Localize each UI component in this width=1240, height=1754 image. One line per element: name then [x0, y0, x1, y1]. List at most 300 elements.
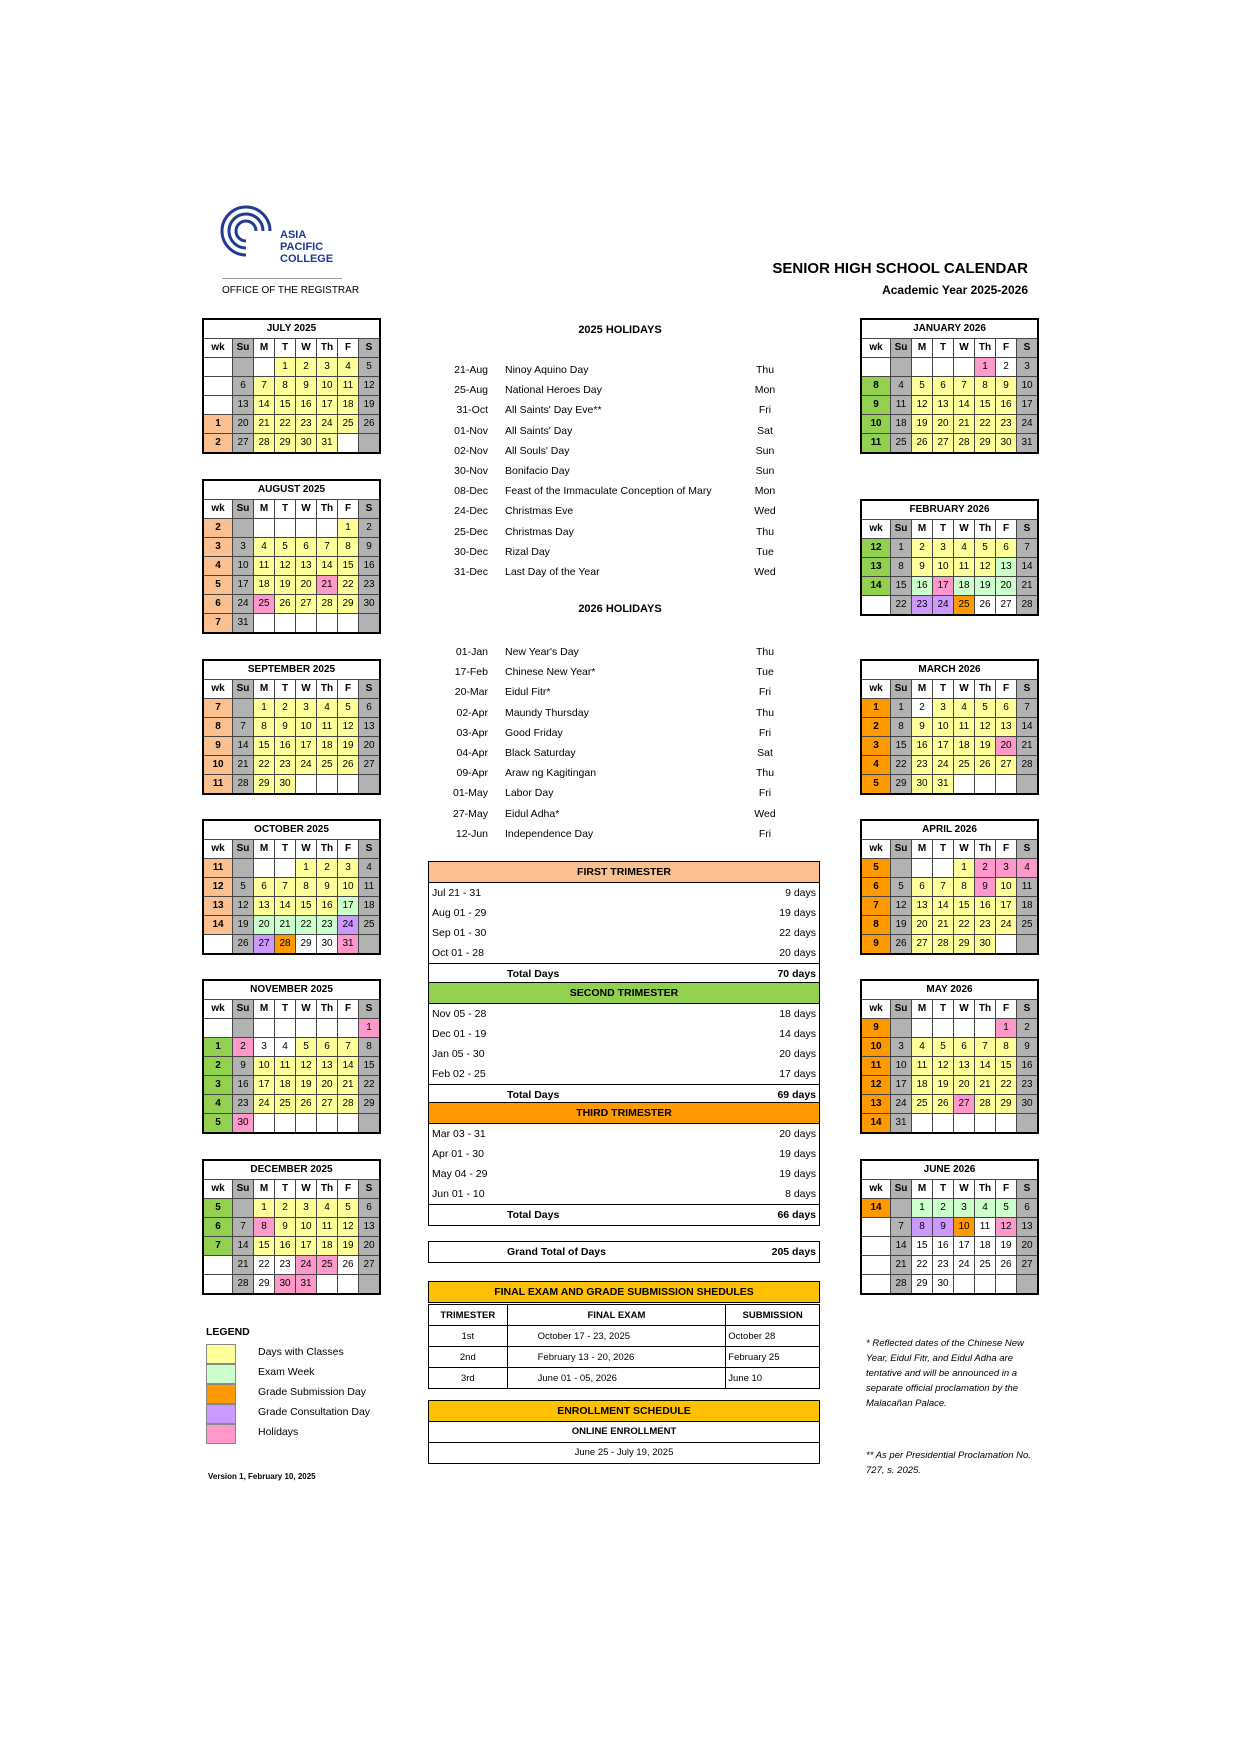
day-cell: 4: [912, 1038, 933, 1057]
day-cell: 17: [296, 1237, 317, 1256]
day-header: F: [338, 500, 359, 519]
day-header: T: [275, 500, 296, 519]
day-cell: 17: [996, 897, 1017, 916]
week-number: 5: [203, 1114, 233, 1134]
day-cell: 7: [954, 377, 975, 396]
day-cell: 30: [275, 1275, 296, 1295]
day-header: F: [338, 1000, 359, 1019]
day-cell: [891, 1199, 912, 1218]
final-exam-cell: 1st: [429, 1326, 508, 1347]
day-cell: 4: [954, 539, 975, 558]
week-number: 14: [861, 1114, 891, 1134]
day-cell: [317, 614, 338, 634]
week-number: 6: [203, 1218, 233, 1237]
day-cell: 12: [975, 718, 996, 737]
day-cell: [317, 1275, 338, 1295]
holiday-date: 12-Jun: [455, 827, 488, 840]
grand-total-value: 205 days: [771, 1246, 816, 1258]
month-calendar: [860, 819, 1039, 955]
day-cell: 14: [338, 1057, 359, 1076]
day-cell: 20: [317, 1076, 338, 1095]
holiday-row: [430, 481, 810, 501]
holiday-date: 30-Nov: [454, 465, 488, 477]
day-cell: 8: [891, 718, 912, 737]
day-cell: 15: [275, 396, 296, 415]
day-cell: 17: [933, 577, 954, 596]
day-cell: 1: [891, 699, 912, 718]
day-cell: 25: [275, 1095, 296, 1114]
day-cell: 27: [996, 596, 1017, 616]
day-cell: 19: [912, 415, 933, 434]
day-header: T: [933, 1000, 954, 1019]
day-cell: 15: [996, 1057, 1017, 1076]
week-number: 4: [203, 557, 233, 576]
grand-total-label: Grand Total of Days: [507, 1246, 606, 1258]
day-cell: 22: [254, 1256, 275, 1275]
day-cell: 4: [954, 699, 975, 718]
day-cell: 29: [254, 775, 275, 795]
holiday-row: [430, 562, 810, 582]
day-cell: 13: [254, 897, 275, 916]
day-cell: 29: [275, 434, 296, 454]
holiday-date: 25-Dec: [454, 525, 488, 538]
day-cell: 1: [954, 859, 975, 878]
week-number: 1: [203, 415, 233, 434]
holiday-date: 31-Oct: [456, 404, 488, 417]
day-cell: 13: [317, 1057, 338, 1076]
day-cell: 23: [912, 756, 933, 775]
day-cell: 5: [912, 377, 933, 396]
month-title: MAY 2026: [861, 980, 1038, 1000]
week-number: 10: [203, 756, 233, 775]
day-header: F: [996, 1000, 1017, 1019]
holiday-day: Thu: [755, 767, 775, 780]
holiday-name: Bonifacio Day: [505, 465, 570, 477]
day-cell: 21: [975, 1076, 996, 1095]
day-cell: 13: [233, 396, 254, 415]
trimester-row: [429, 1024, 819, 1044]
day-cell: 21: [275, 916, 296, 935]
holiday-day: Sat: [757, 424, 773, 437]
day-cell: 10: [891, 1057, 912, 1076]
day-header: W: [296, 339, 317, 358]
day-cell: [891, 358, 912, 377]
day-header: Su: [233, 1000, 254, 1019]
day-header: W: [954, 680, 975, 699]
trimester-days: 22 days: [779, 927, 816, 939]
day-cell: 29: [891, 775, 912, 795]
day-cell: 12: [975, 558, 996, 577]
day-cell: 21: [891, 1256, 912, 1275]
day-cell: 5: [933, 1038, 954, 1057]
week-number: 6: [861, 878, 891, 897]
day-cell: 19: [338, 1237, 359, 1256]
holiday-date: 03-Apr: [456, 726, 488, 739]
day-header: W: [954, 1180, 975, 1199]
holiday-day: Sat: [757, 747, 773, 759]
day-cell: 31: [317, 434, 338, 454]
day-cell: 30: [975, 935, 996, 955]
week-number: [203, 377, 233, 396]
day-cell: 20: [996, 577, 1017, 596]
holiday-name: Feast of the Immaculate Conception of Mary: [505, 485, 712, 498]
day-header: S: [359, 1000, 381, 1019]
week-number: [861, 358, 891, 377]
day-cell: 2: [933, 1199, 954, 1218]
day-cell: 21: [338, 1076, 359, 1095]
day-cell: 6: [954, 1038, 975, 1057]
day-cell: 9: [275, 718, 296, 737]
day-cell: [359, 434, 381, 454]
holiday-name: Araw ng Kagitingan: [505, 767, 597, 780]
day-cell: 15: [912, 1237, 933, 1256]
day-cell: 16: [317, 897, 338, 916]
day-cell: 18: [1017, 897, 1039, 916]
month-title: FEBRUARY 2026: [861, 500, 1038, 520]
day-cell: 28: [338, 1095, 359, 1114]
day-cell: 5: [338, 1199, 359, 1218]
day-header: S: [1017, 680, 1039, 699]
week-number: 11: [861, 1057, 891, 1076]
day-cell: 16: [233, 1076, 254, 1095]
holiday-date: 02-Apr: [456, 706, 488, 719]
holidays-2026-title: 2026 HOLIDAYS: [578, 603, 662, 615]
day-cell: 19: [933, 1076, 954, 1095]
day-cell: 18: [954, 577, 975, 596]
trimester-title: FIRST TRIMESTER: [429, 862, 819, 883]
day-cell: [975, 1019, 996, 1038]
day-cell: 13: [912, 897, 933, 916]
month-title: NOVEMBER 2025: [203, 980, 380, 1000]
day-cell: 27: [996, 756, 1017, 775]
day-cell: 4: [359, 859, 381, 878]
day-cell: 16: [933, 1237, 954, 1256]
trimester-row: [429, 1184, 819, 1204]
day-cell: [275, 519, 296, 538]
day-cell: 26: [296, 1095, 317, 1114]
day-header: F: [338, 1180, 359, 1199]
trimester-days: 8 days: [785, 1188, 816, 1200]
day-cell: 23: [359, 576, 381, 595]
holiday-name: All Souls' Day: [505, 444, 570, 457]
day-cell: 8: [254, 718, 275, 737]
day-cell: 1: [359, 1019, 381, 1038]
day-cell: 29: [954, 935, 975, 955]
week-number: 13: [203, 897, 233, 916]
legend-swatch: [206, 1404, 236, 1424]
day-cell: 29: [254, 1275, 275, 1295]
day-cell: 26: [338, 756, 359, 775]
day-cell: [233, 519, 254, 538]
holiday-row: [430, 682, 810, 702]
day-cell: 7: [1017, 539, 1039, 558]
day-cell: 25: [975, 1256, 996, 1275]
trimester-row: [429, 1044, 819, 1064]
week-number: 13: [861, 558, 891, 577]
day-cell: 29: [359, 1095, 381, 1114]
day-cell: 12: [359, 377, 381, 396]
trimester-row: [429, 1064, 819, 1084]
holiday-date: 27-May: [452, 807, 488, 820]
day-cell: 17: [254, 1076, 275, 1095]
day-cell: 17: [1017, 396, 1039, 415]
day-cell: 22: [954, 916, 975, 935]
week-number: 11: [861, 434, 891, 454]
final-exam-table: [428, 1281, 820, 1389]
day-cell: 26: [975, 596, 996, 616]
day-cell: 28: [954, 434, 975, 454]
final-exam-cell: June 10: [726, 1368, 820, 1389]
trimester-row: [429, 1164, 819, 1184]
day-cell: 17: [954, 1237, 975, 1256]
day-cell: 31: [233, 614, 254, 634]
day-header: Th: [975, 520, 996, 539]
trimester-period: Jan 05 - 30: [432, 1048, 485, 1060]
day-cell: 17: [891, 1076, 912, 1095]
holiday-day: Sun: [755, 444, 775, 457]
day-cell: 5: [975, 539, 996, 558]
trimester-title: SECOND TRIMESTER: [429, 983, 819, 1004]
day-cell: [338, 614, 359, 634]
version-label: Version 1, February 10, 2025: [208, 1472, 316, 1481]
final-exam-header: SUBMISSION: [726, 1305, 820, 1326]
day-header: T: [275, 1180, 296, 1199]
week-number: 9: [203, 737, 233, 756]
day-cell: 10: [254, 1057, 275, 1076]
day-cell: [912, 1019, 933, 1038]
week-number: 1: [203, 1038, 233, 1057]
month-calendar: [202, 979, 381, 1134]
holiday-day: Sun: [755, 465, 775, 477]
day-cell: 14: [254, 396, 275, 415]
day-cell: 12: [233, 897, 254, 916]
day-cell: [975, 1275, 996, 1295]
day-header: Su: [233, 840, 254, 859]
holiday-row: [430, 522, 810, 542]
day-cell: 26: [275, 595, 296, 614]
day-cell: 9: [296, 377, 317, 396]
week-number: 12: [861, 539, 891, 558]
day-cell: 25: [359, 916, 381, 935]
day-cell: 30: [275, 775, 296, 795]
total-value: 70 days: [777, 968, 816, 980]
legend: [206, 1326, 406, 1446]
week-number: [861, 1256, 891, 1275]
day-cell: 26: [933, 1095, 954, 1114]
legend-label: Exam Week: [258, 1366, 315, 1378]
trimester-period: Aug 01 - 29: [432, 907, 487, 919]
day-cell: [359, 1275, 381, 1295]
day-cell: 16: [296, 396, 317, 415]
day-cell: 27: [359, 1256, 381, 1275]
day-header: S: [1017, 1180, 1039, 1199]
month-title: SEPTEMBER 2025: [203, 660, 380, 680]
holiday-name: Good Friday: [505, 726, 563, 739]
day-cell: 5: [233, 878, 254, 897]
trimester-period: Sep 01 - 30: [432, 927, 487, 939]
day-cell: 19: [975, 737, 996, 756]
logo-text-line: COLLEGE: [280, 253, 334, 265]
trimester-days: 20 days: [779, 1128, 816, 1140]
day-cell: 6: [233, 377, 254, 396]
holiday-day: Tue: [756, 545, 774, 558]
day-cell: 13: [296, 557, 317, 576]
final-exam-header: TRIMESTER: [429, 1305, 508, 1326]
day-header: W: [296, 1180, 317, 1199]
holiday-date: 04-Apr: [456, 747, 488, 759]
month-title: JANUARY 2026: [861, 319, 1038, 339]
holiday-name: Eidul Adha*: [505, 807, 560, 820]
day-header: M: [254, 1000, 275, 1019]
day-cell: 20: [359, 737, 381, 756]
day-cell: 17: [933, 737, 954, 756]
holiday-date: 25-Aug: [454, 384, 488, 397]
holiday-name: Christmas Day: [505, 525, 574, 538]
enrollment-dates: June 25 - July 19, 2025: [574, 1447, 674, 1458]
day-cell: 5: [338, 699, 359, 718]
day-cell: [954, 1114, 975, 1134]
day-cell: 8: [996, 1038, 1017, 1057]
day-cell: 15: [254, 1237, 275, 1256]
day-cell: [933, 1114, 954, 1134]
note-tentative-dates: * Reflected dates of the Chinese New Year, Eidul Fitr, and Eidul Adha are tentative and will be announced in a separate official proclamation by the Malacañan Palace.: [866, 1338, 1024, 1409]
trimester-period: Dec 01 - 19: [432, 1028, 487, 1040]
day-cell: 17: [338, 897, 359, 916]
day-header: T: [933, 1180, 954, 1199]
day-header: M: [912, 1000, 933, 1019]
day-cell: [891, 859, 912, 878]
month-title: JULY 2025: [203, 319, 380, 339]
day-cell: 5: [996, 1199, 1017, 1218]
day-cell: 21: [254, 415, 275, 434]
day-cell: [275, 859, 296, 878]
day-cell: [254, 1019, 275, 1038]
holiday-row: [430, 421, 810, 441]
trimester-row: [429, 943, 819, 963]
week-number: 7: [861, 897, 891, 916]
legend-swatch: [206, 1364, 236, 1384]
day-header: F: [338, 339, 359, 358]
week-number: 10: [861, 1038, 891, 1057]
day-cell: 7: [338, 1038, 359, 1057]
day-header: Th: [317, 339, 338, 358]
legend-swatch: [206, 1424, 236, 1444]
holiday-day: Fri: [758, 787, 772, 800]
day-cell: 27: [296, 595, 317, 614]
holiday-date: 21-Aug: [454, 364, 488, 376]
day-cell: 28: [891, 1275, 912, 1295]
day-header: T: [275, 680, 296, 699]
day-cell: 23: [1017, 1076, 1039, 1095]
day-cell: 12: [338, 718, 359, 737]
week-number: 8: [203, 718, 233, 737]
day-cell: 24: [954, 1256, 975, 1275]
day-cell: 6: [296, 538, 317, 557]
day-cell: 7: [1017, 699, 1039, 718]
day-header: Su: [891, 680, 912, 699]
holiday-row: [430, 783, 810, 803]
trimester-row: [429, 883, 819, 903]
trimester-period: Apr 01 - 30: [432, 1148, 484, 1160]
day-cell: 1: [275, 358, 296, 377]
day-cell: 16: [975, 897, 996, 916]
day-cell: 24: [233, 595, 254, 614]
holiday-name: Christmas Eve: [505, 505, 574, 518]
office-label: OFFICE OF THE REGISTRAR: [222, 285, 360, 296]
day-cell: 18: [338, 396, 359, 415]
week-number: [861, 596, 891, 616]
holiday-row: [430, 501, 810, 521]
day-cell: 28: [975, 1095, 996, 1114]
day-cell: 10: [954, 1218, 975, 1237]
day-cell: 27: [254, 935, 275, 955]
day-cell: [359, 1114, 381, 1134]
day-header: F: [996, 339, 1017, 358]
day-cell: 16: [1017, 1057, 1039, 1076]
day-cell: 2: [317, 859, 338, 878]
day-cell: [359, 775, 381, 795]
week-number: 3: [861, 737, 891, 756]
day-cell: 28: [317, 595, 338, 614]
day-cell: 14: [233, 737, 254, 756]
day-cell: 14: [275, 897, 296, 916]
day-header: M: [912, 339, 933, 358]
day-header: wk: [203, 500, 233, 519]
day-cell: 11: [338, 377, 359, 396]
day-cell: 1: [996, 1019, 1017, 1038]
day-cell: 31: [891, 1114, 912, 1134]
day-cell: 16: [996, 396, 1017, 415]
day-cell: 9: [933, 1218, 954, 1237]
day-cell: 21: [233, 756, 254, 775]
week-number: 11: [203, 859, 233, 878]
day-cell: 15: [296, 897, 317, 916]
final-exam-title: FINAL EXAM AND GRADE SUBMISSION SHEDULES: [428, 1281, 820, 1303]
holiday-row: [430, 400, 810, 420]
week-number: 9: [861, 1019, 891, 1038]
holiday-row: [430, 461, 810, 481]
day-cell: 19: [359, 396, 381, 415]
day-cell: 15: [954, 897, 975, 916]
day-cell: 20: [1017, 1237, 1039, 1256]
day-cell: 9: [317, 878, 338, 897]
holiday-name: Chinese New Year*: [505, 666, 596, 679]
day-cell: 24: [891, 1095, 912, 1114]
day-cell: 29: [996, 1095, 1017, 1114]
day-cell: 23: [317, 916, 338, 935]
day-cell: 11: [975, 1218, 996, 1237]
day-header: wk: [861, 840, 891, 859]
day-cell: 20: [996, 737, 1017, 756]
week-number: 7: [203, 614, 233, 634]
day-cell: 21: [933, 916, 954, 935]
holiday-date: 01-May: [452, 787, 488, 800]
day-cell: 10: [233, 557, 254, 576]
holiday-name: Black Saturday: [505, 747, 576, 759]
day-cell: 15: [338, 557, 359, 576]
day-cell: 18: [359, 897, 381, 916]
day-cell: 6: [996, 539, 1017, 558]
day-cell: 26: [233, 935, 254, 955]
day-cell: 4: [317, 1199, 338, 1218]
trimester-days: 20 days: [779, 947, 816, 959]
day-cell: [954, 358, 975, 377]
day-cell: 22: [891, 756, 912, 775]
day-cell: 5: [891, 878, 912, 897]
day-cell: 13: [996, 718, 1017, 737]
day-cell: 8: [891, 558, 912, 577]
day-header: W: [296, 1000, 317, 1019]
